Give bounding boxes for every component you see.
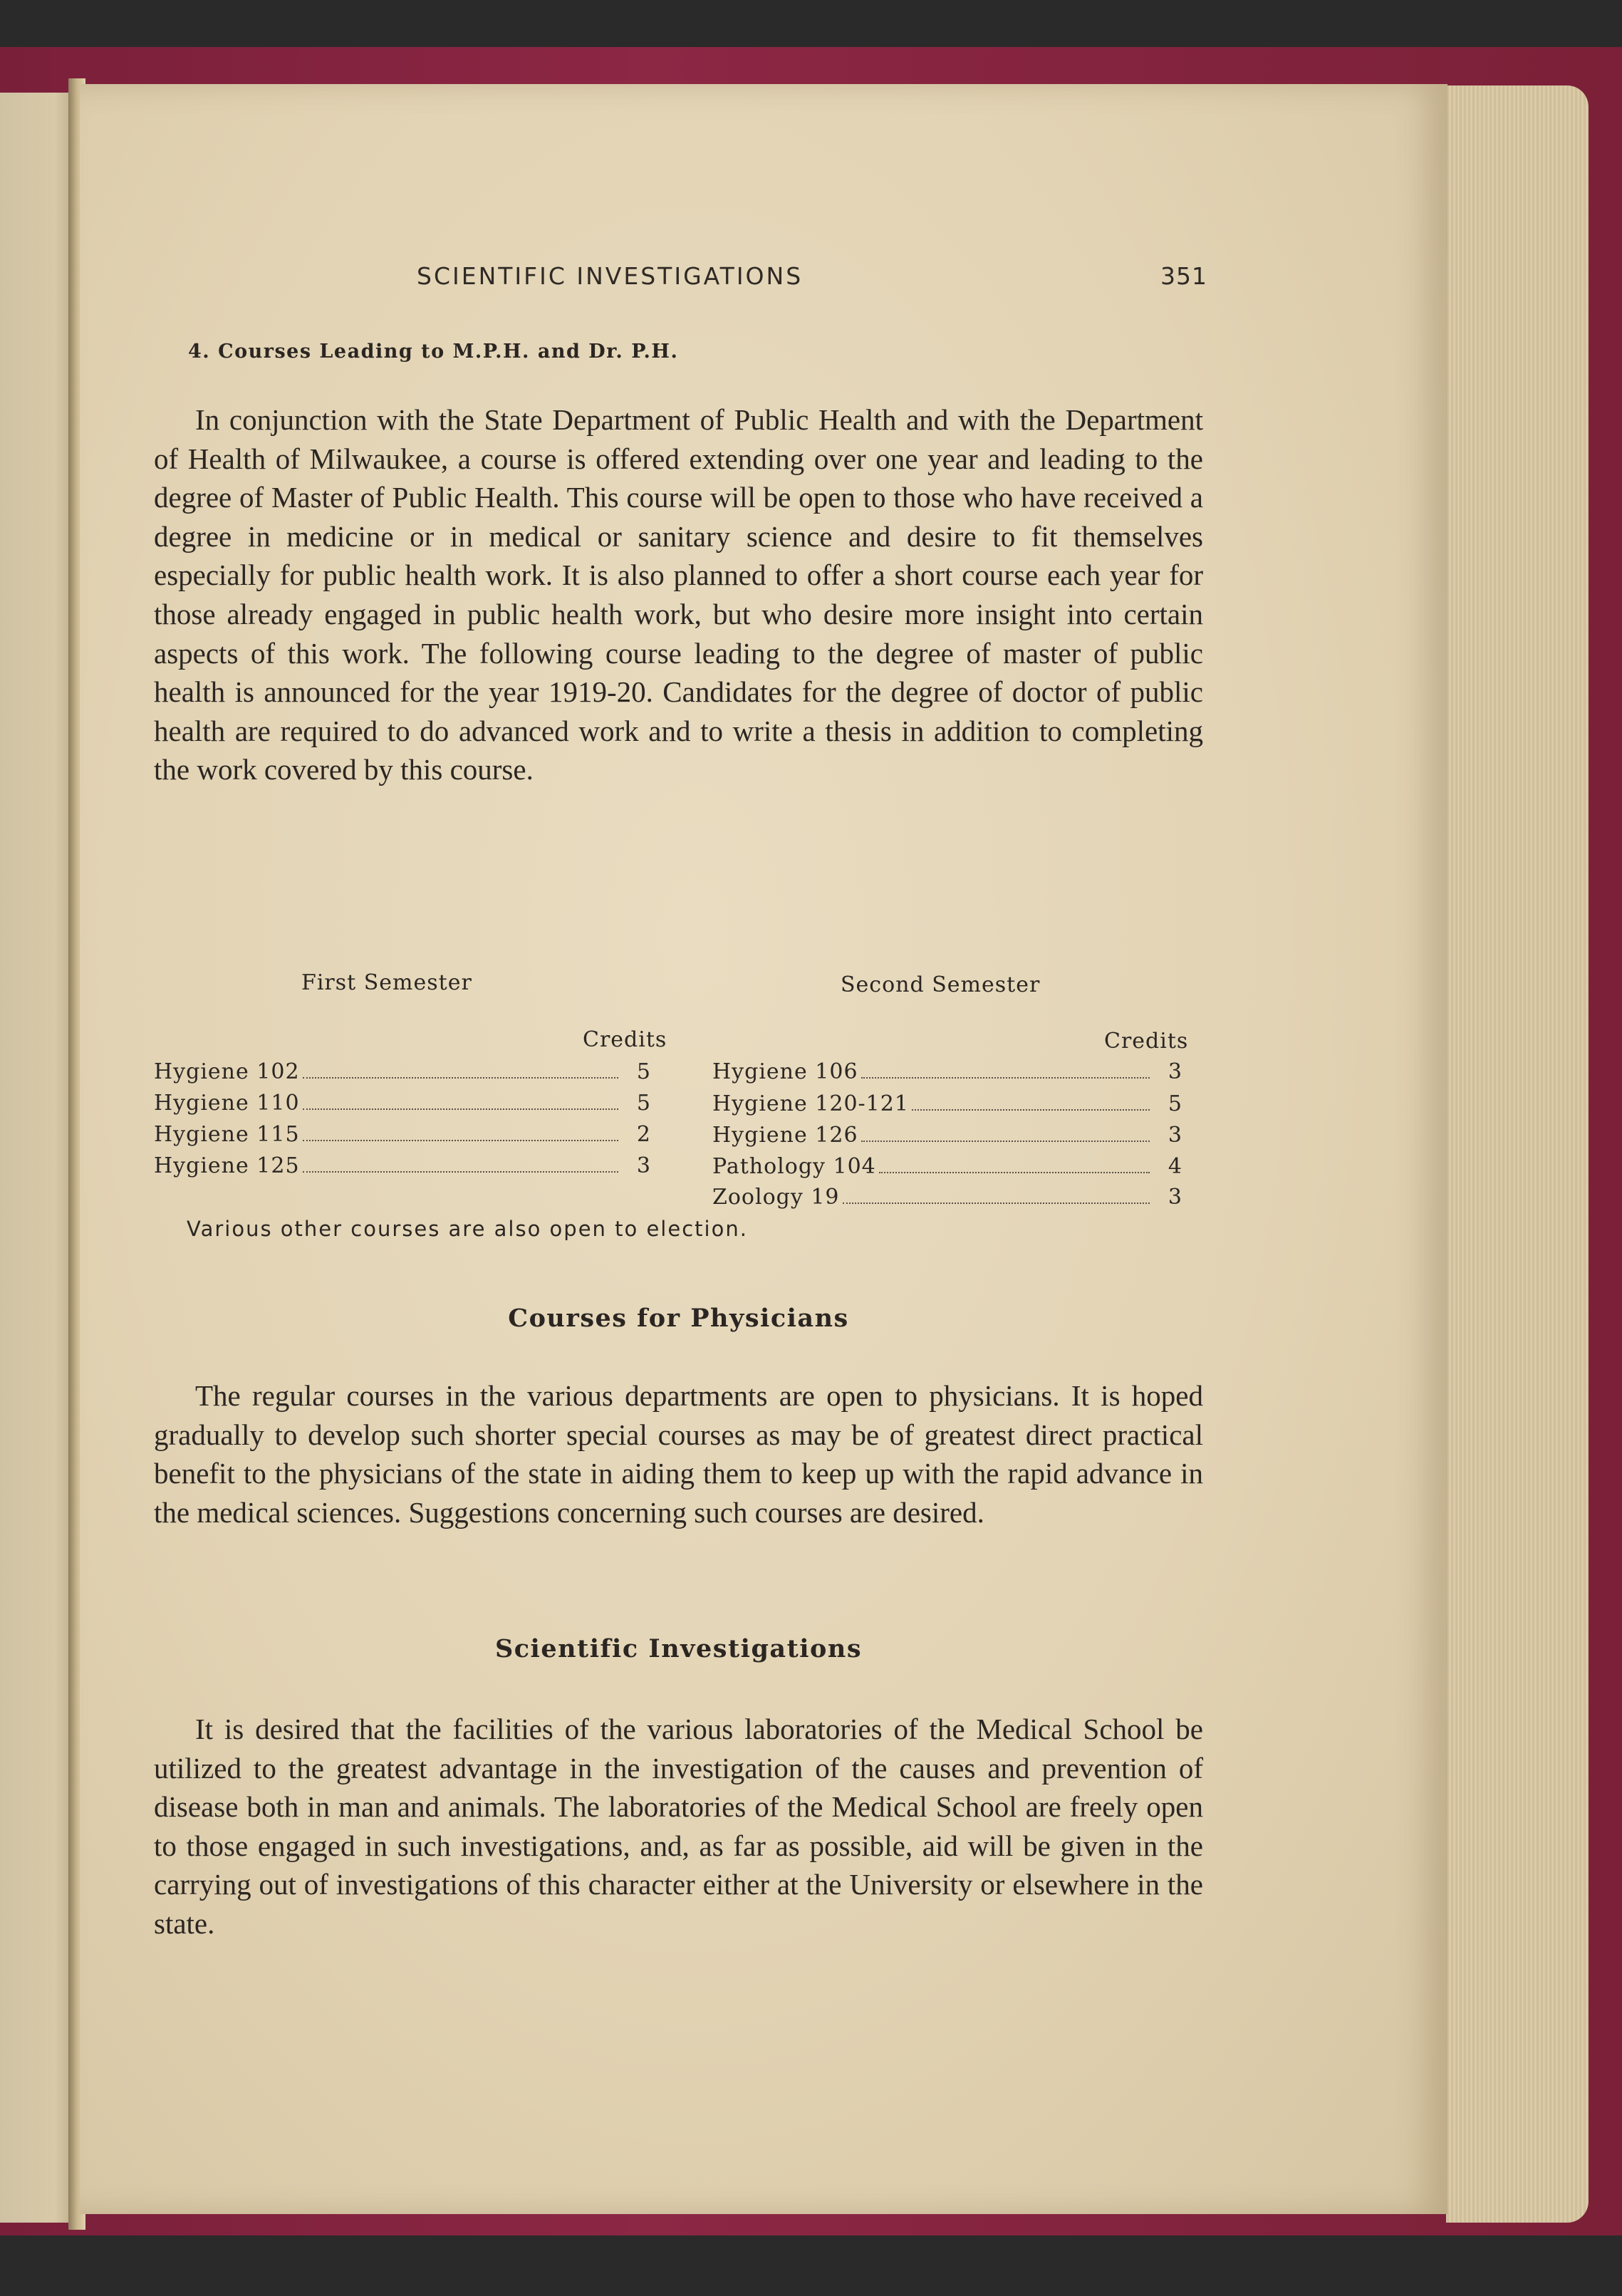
course-credits: 5 <box>1168 1091 1182 1116</box>
page-number: 351 <box>1160 262 1207 290</box>
paragraph-text: It is desired that the facilities of the various laboratories of the Medical School be utilized to the greatest advantage in the investigation of the causes and prevention of disease both in man and animals. The laboratories of the Medical School are freely open to those engaged in such investigations, and, as far as possible, aid will be given in the carrying out of investigations of this character either at the University or elsewhere in the state. <box>154 1713 1203 1940</box>
section-paragraph <box>154 1376 1203 1532</box>
leader-dots <box>879 1172 1150 1173</box>
section-paragraph <box>154 400 1203 789</box>
paragraph-text: The regular courses in the various departments are open to physicians. It is hoped gradually to develop such shorter special courses as may be of greatest direct practical benefit to the physicians of the state in aiding them to keep up with the rapid advance in the medical sciences. Suggestions concerning such courses are desired. <box>154 1379 1203 1529</box>
second-semester-label: Second Semester <box>841 972 1041 997</box>
course-name: Zoology 19 <box>712 1185 840 1210</box>
section-heading: 4. Courses Leading to M.P.H. and Dr. P.H. <box>188 341 679 363</box>
leader-dots <box>303 1171 618 1173</box>
course-name: Hygiene 120-121 <box>712 1091 909 1116</box>
course-row <box>712 1154 1182 1179</box>
leader-dots <box>303 1140 618 1141</box>
course-credits: 3 <box>1168 1059 1182 1084</box>
facing-page <box>0 93 78 2223</box>
leader-dots <box>303 1108 618 1110</box>
course-row <box>712 1091 1182 1116</box>
course-row <box>712 1185 1182 1210</box>
section-paragraph <box>154 1710 1203 1943</box>
first-credits-label: Credits <box>583 1027 667 1052</box>
course-row <box>154 1091 651 1116</box>
section-title: Courses for Physicians <box>508 1304 849 1333</box>
course-name: Hygiene 110 <box>154 1091 300 1116</box>
course-name: Hygiene 126 <box>712 1123 858 1148</box>
course-row <box>712 1123 1182 1148</box>
course-credits: 5 <box>636 1059 651 1084</box>
course-name: Hygiene 102 <box>154 1059 300 1084</box>
paragraph-text: In conjunction with the State Department of Public Health and with the Department of Health of Milwaukee, a course is offered extending over one year and leading to the degree of Master of Public Health. This course will be open to those who have received a degree in medicine or in medical or sanitary science and desire to fit themselves especially for public health work. It is also planned to offer a short course each year for those already engaged in public health work, but who desire more insight into certain aspects of this work. The following course leading to the degree of master of public health is announced for the year 1919-20. Candidates for the degree of doctor of public health are required to do advanced work and to write a thesis in addition to completing the work covered by this course. <box>154 403 1203 786</box>
running-title: SCIENTIFIC INVESTIGATIONS <box>417 262 804 290</box>
course-row <box>154 1122 651 1147</box>
course-credits: 4 <box>1168 1154 1182 1179</box>
first-semester-label: First Semester <box>301 970 472 995</box>
course-name: Pathology 104 <box>712 1154 876 1179</box>
course-row <box>712 1059 1182 1084</box>
second-credits-label: Credits <box>1104 1029 1189 1054</box>
course-credits: 3 <box>1168 1123 1182 1148</box>
course-row <box>154 1153 651 1178</box>
course-credits: 2 <box>636 1122 651 1147</box>
leader-dots <box>912 1109 1150 1111</box>
page-edges <box>1446 85 1589 2223</box>
leader-dots <box>861 1077 1150 1079</box>
course-credits: 3 <box>1168 1185 1182 1210</box>
leader-dots <box>861 1141 1150 1142</box>
course-name: Hygiene 125 <box>154 1153 300 1178</box>
course-name: Hygiene 106 <box>712 1059 858 1084</box>
section-title: Scientific Investigations <box>494 1634 863 1663</box>
course-name: Hygiene 115 <box>154 1122 300 1147</box>
course-row <box>154 1059 651 1084</box>
course-credits: 3 <box>636 1153 651 1178</box>
running-header <box>417 262 1207 290</box>
leader-dots <box>843 1202 1150 1204</box>
course-credits: 5 <box>636 1091 651 1116</box>
schedule-note: Various other courses are also open to election. <box>187 1217 748 1241</box>
leader-dots <box>303 1077 618 1079</box>
